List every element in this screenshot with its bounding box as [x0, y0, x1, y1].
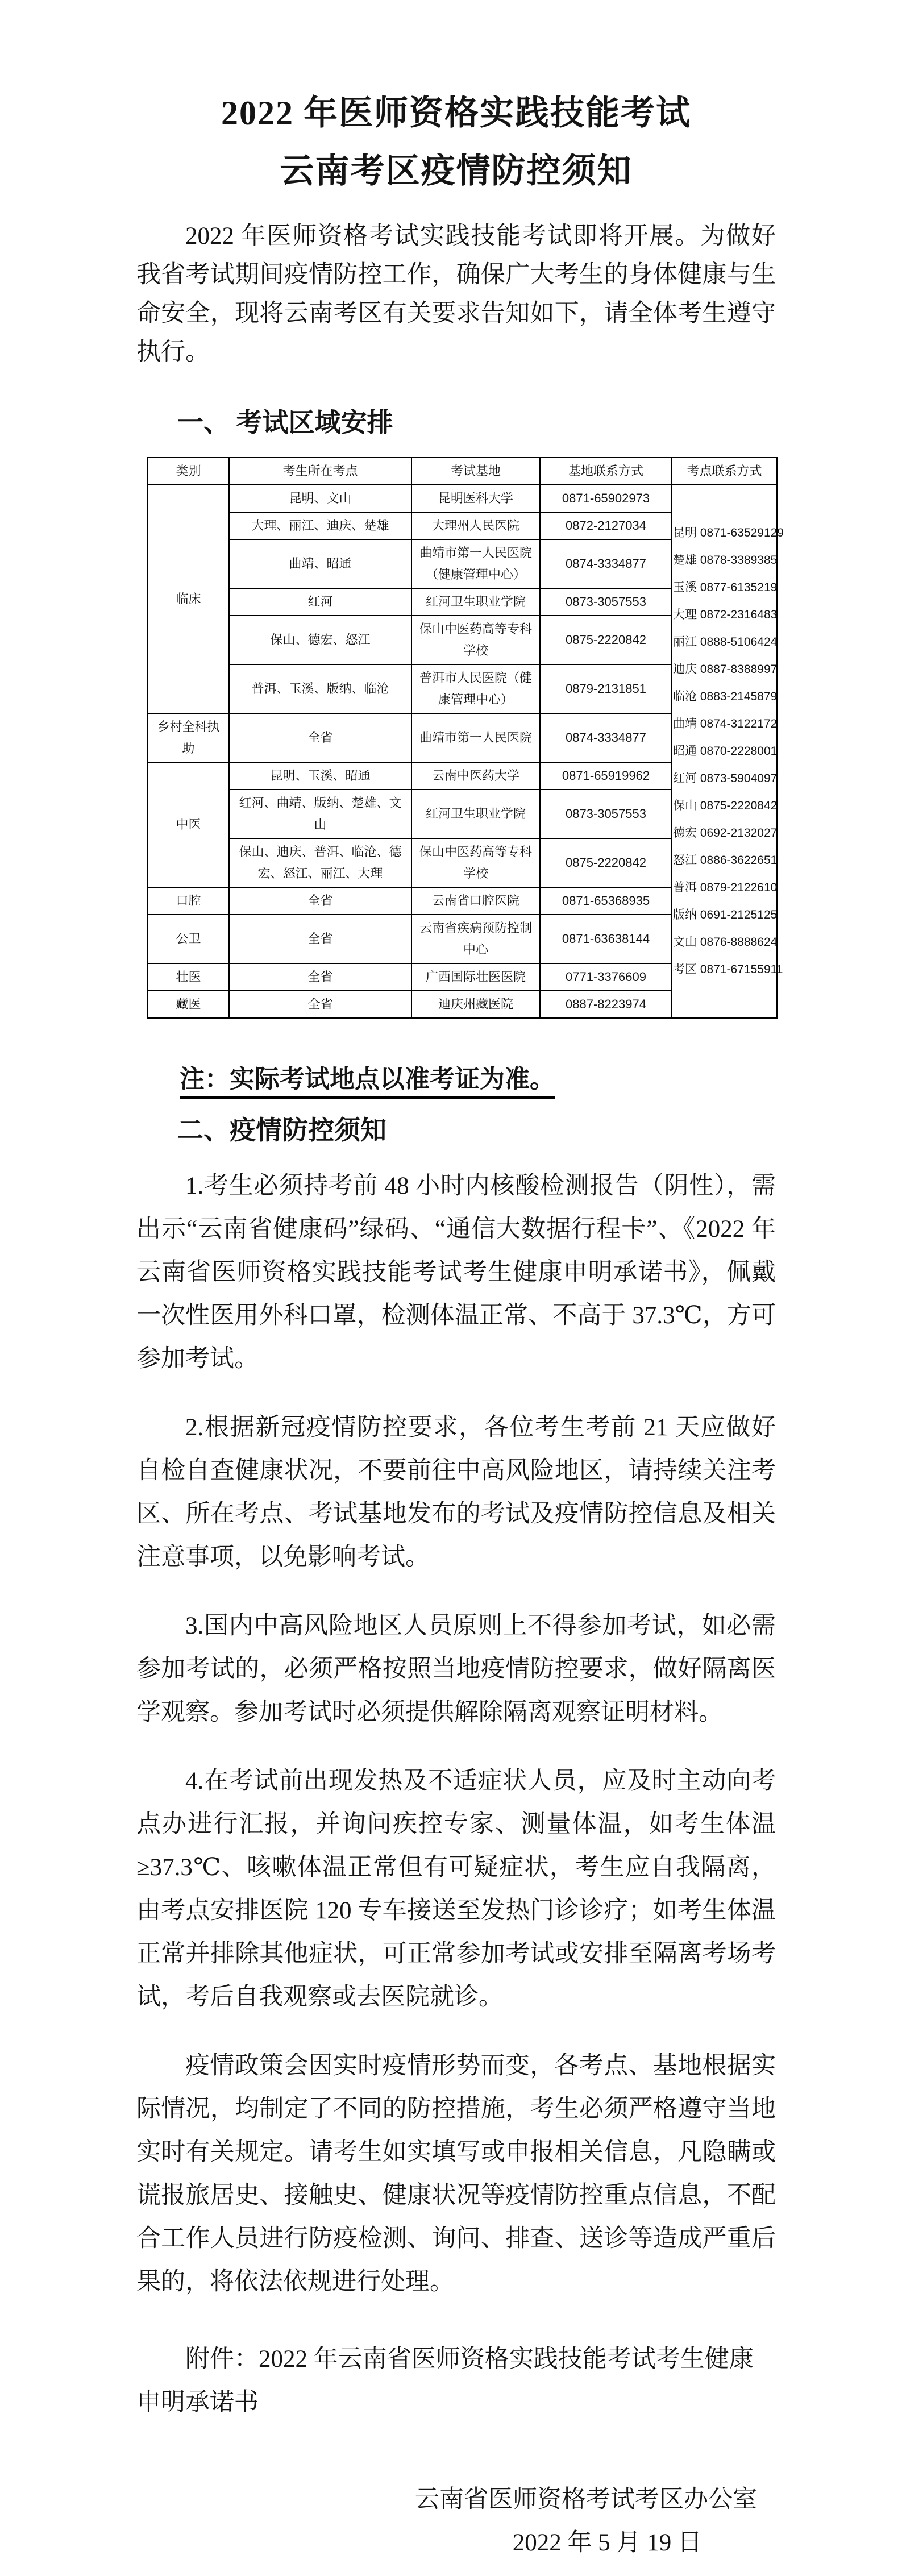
attachment-line: 附件：2022 年云南省医师资格实践技能考试考生健康申明承诺书: [136, 2346, 754, 2416]
base-phone-cell: 0871-63638144: [540, 915, 672, 963]
sites-cell: 普洱、玉溪、版纳、临沧: [229, 664, 411, 713]
page-title: [136, 84, 776, 200]
contact-line: 版纳 0691-2125125: [673, 908, 778, 921]
page-title-line2: 云南考区疫情防控须知: [280, 152, 633, 190]
category-cell: 乡村全科执助: [148, 713, 229, 762]
contact-line: 德宏 0692-2132027: [673, 826, 778, 840]
contact-line: 曲靖 0874-3122172: [673, 717, 778, 730]
contact-line: 昆明 0871-63529129: [673, 526, 784, 539]
base-cell: 曲靖市第一人民医院: [411, 713, 540, 762]
base-cell: 普洱市人民医院（健康管理中心）: [411, 664, 540, 713]
base-phone-cell: 0872-2127034: [540, 512, 672, 539]
sites-cell: 全省: [229, 887, 411, 915]
contact-line: 昭通 0870-2228001: [673, 745, 778, 758]
base-phone-cell: 0873-3057553: [540, 588, 672, 616]
header-sites: 考生所在考点: [229, 458, 411, 485]
sites-cell: 保山、德宏、怒江: [229, 616, 411, 664]
sites-cell: 曲靖、昭通: [229, 539, 411, 588]
base-phone-cell: 0871-65902973: [540, 485, 672, 512]
header-category: 类别: [148, 458, 229, 485]
table-note: [180, 1060, 776, 1099]
contact-line: 楚雄 0878-3389385: [673, 554, 778, 567]
sites-cell: 昆明、文山: [229, 485, 411, 512]
contact-line: 怒江 0886-3622651: [673, 854, 778, 867]
header-base: 考试基地: [411, 458, 540, 485]
table-row: [148, 485, 777, 512]
base-phone-cell: 0871-65368935: [540, 887, 672, 915]
base-phone-cell: 0875-2220842: [540, 616, 672, 664]
base-cell: 迪庆州藏医院: [411, 991, 540, 1018]
contact-line: 文山 0876-8888624: [673, 936, 778, 949]
contact-line: 迪庆 0887-8388997: [673, 663, 778, 676]
base-phone-cell: 0873-3057553: [540, 790, 672, 838]
base-phone-cell: 0879-2131851: [540, 664, 672, 713]
sites-cell: 全省: [229, 713, 411, 762]
exam-region-table: [147, 457, 784, 1019]
base-phone-cell: 0874-3334877: [540, 539, 672, 588]
contact-line: 考区 0871-67155911: [673, 963, 783, 976]
base-cell: 曲靖市第一人民医院（健康管理中心）: [411, 539, 540, 588]
contact-line: 红河 0873-5904097: [673, 772, 778, 785]
base-cell: 云南中医药大学: [411, 762, 540, 790]
page-title-line1: 2022 年医师资格实践技能考试: [221, 94, 691, 132]
paragraph-1: 1.考生必须持考前 48 小时内核酸检测报告（阴性），需出示“云南省健康码”绿码、“通信大数据行程卡”、《2022 年云南省医师资格实践技能考试考生健康申明承诺书》，佩戴一次性医用外科口罩，检测体温正常、不高于 37.3℃，方可参加考试。: [136, 1173, 776, 1372]
base-cell: 云南省口腔医院: [411, 887, 540, 915]
sites-cell: 保山、迪庆、普洱、临沧、德宏、怒江、丽江、大理: [229, 838, 411, 887]
base-phone-cell: 0874-3334877: [540, 713, 672, 762]
category-cell: 口腔: [148, 887, 229, 915]
base-cell: 昆明医科大学: [411, 485, 540, 512]
category-cell: 中医: [148, 762, 229, 887]
contact-line: 临沧 0883-2145879: [673, 690, 778, 703]
sites-cell: 全省: [229, 991, 411, 1018]
paragraph-3: 3.国内中高风险地区人员原则上不得参加考试，如必需参加考试的，必须严格按照当地疫情防控要求，做好隔离医学观察。参加考试时必须提供解除隔离观察证明材料。: [136, 1613, 776, 1726]
header-base-phone: 基地联系方式: [540, 458, 672, 485]
category-cell: 藏医: [148, 991, 229, 1018]
signature-line: 云南省医师资格考试考区办公室: [415, 2486, 757, 2513]
table-header-row: [148, 458, 777, 485]
section-2-heading: 二、疫情防控须知: [177, 1116, 386, 1145]
section-1-heading: 一、 考试区域安排: [177, 408, 393, 437]
contact-line: 保山 0875-2220842: [673, 799, 778, 812]
contact-line: 丽江 0888-5106424: [673, 635, 778, 649]
contact-line: 玉溪 0877-6135219: [673, 581, 778, 594]
sites-cell: 昆明、玉溪、昭通: [229, 762, 411, 790]
intro-paragraph: 2022 年医师资格考试实践技能考试即将开展。为做好我省考试期间疫情防控工作，确保广大考生的身体健康与生命安全，现将云南考区有关要求告知如下，请全体考生遵守执行。: [136, 223, 776, 365]
base-cell: 云南省疾病预防控制中心: [411, 915, 540, 963]
paragraph-2: 2.根据新冠疫情防控要求，各位考生考前 21 天应做好自检自查健康状况，不要前往中高风险地区，请持续关注考区、所在考点、考试基地发布的考试及疫情防控信息及相关注意事项，以免影响考试。: [136, 1414, 776, 1570]
sites-cell: 大理、丽江、迪庆、楚雄: [229, 512, 411, 539]
sites-cell: 全省: [229, 963, 411, 991]
date-line: 2022 年 5 月 19 日: [512, 2529, 702, 2556]
sites-cell: 红河: [229, 588, 411, 616]
base-phone-cell: 0871-65919962: [540, 762, 672, 790]
base-cell: 红河卫生职业学院: [411, 790, 540, 838]
base-cell: 保山中医药高等专科学校: [411, 838, 540, 887]
base-phone-cell: 0887-8223974: [540, 991, 672, 1018]
base-cell: 红河卫生职业学院: [411, 588, 540, 616]
contact-line: 普洱 0879-2122610: [673, 881, 778, 894]
base-cell: 广西国际壮医医院: [411, 963, 540, 991]
header-site-phone: 考点联系方式: [672, 458, 777, 485]
contact-line: 大理 0872-2316483: [673, 608, 778, 621]
sites-cell: 全省: [229, 915, 411, 963]
category-cell: 壮医: [148, 963, 229, 991]
category-cell: 临床: [148, 485, 229, 713]
base-cell: 保山中医药高等专科学校: [411, 616, 540, 664]
table-note-text: 注：实际考试地点以准考证为准。: [180, 1065, 555, 1099]
category-cell: 公卫: [148, 915, 229, 963]
base-phone-cell: 0771-3376609: [540, 963, 672, 991]
sites-cell: 红河、曲靖、版纳、楚雄、文山: [229, 790, 411, 838]
site-contacts-cell: [672, 485, 784, 1018]
paragraph-4: 4.在考试前出现发热及不适症状人员，应及时主动向考点办进行汇报，并询问疾控专家、测量体温，如考生体温≥37.3℃、咳嗽体温正常但有可疑症状，考生应自我隔离，由考点安排医院 120 专车接送至发热门诊诊疗；如考生体温正常并排除其他症状，可正常参加考试或安排至隔离考场考试，考后自我观察或去医院就诊。: [136, 1768, 776, 2010]
base-cell: 大理州人民医院: [411, 512, 540, 539]
base-phone-cell: 0875-2220842: [540, 838, 672, 887]
closing-paragraph: 疫情政策会因实时疫情形势而变，各考点、基地根据实际情况，均制定了不同的防控措施，考生必须严格遵守当地实时有关规定。请考生如实填写或申报相关信息，凡隐瞒或谎报旅居史、接触史、健康状况等疫情防控重点信息，不配合工作人员进行防疫检测、询问、排查、送诊等造成严重后果的，将依法依规进行处理。: [136, 2053, 776, 2295]
